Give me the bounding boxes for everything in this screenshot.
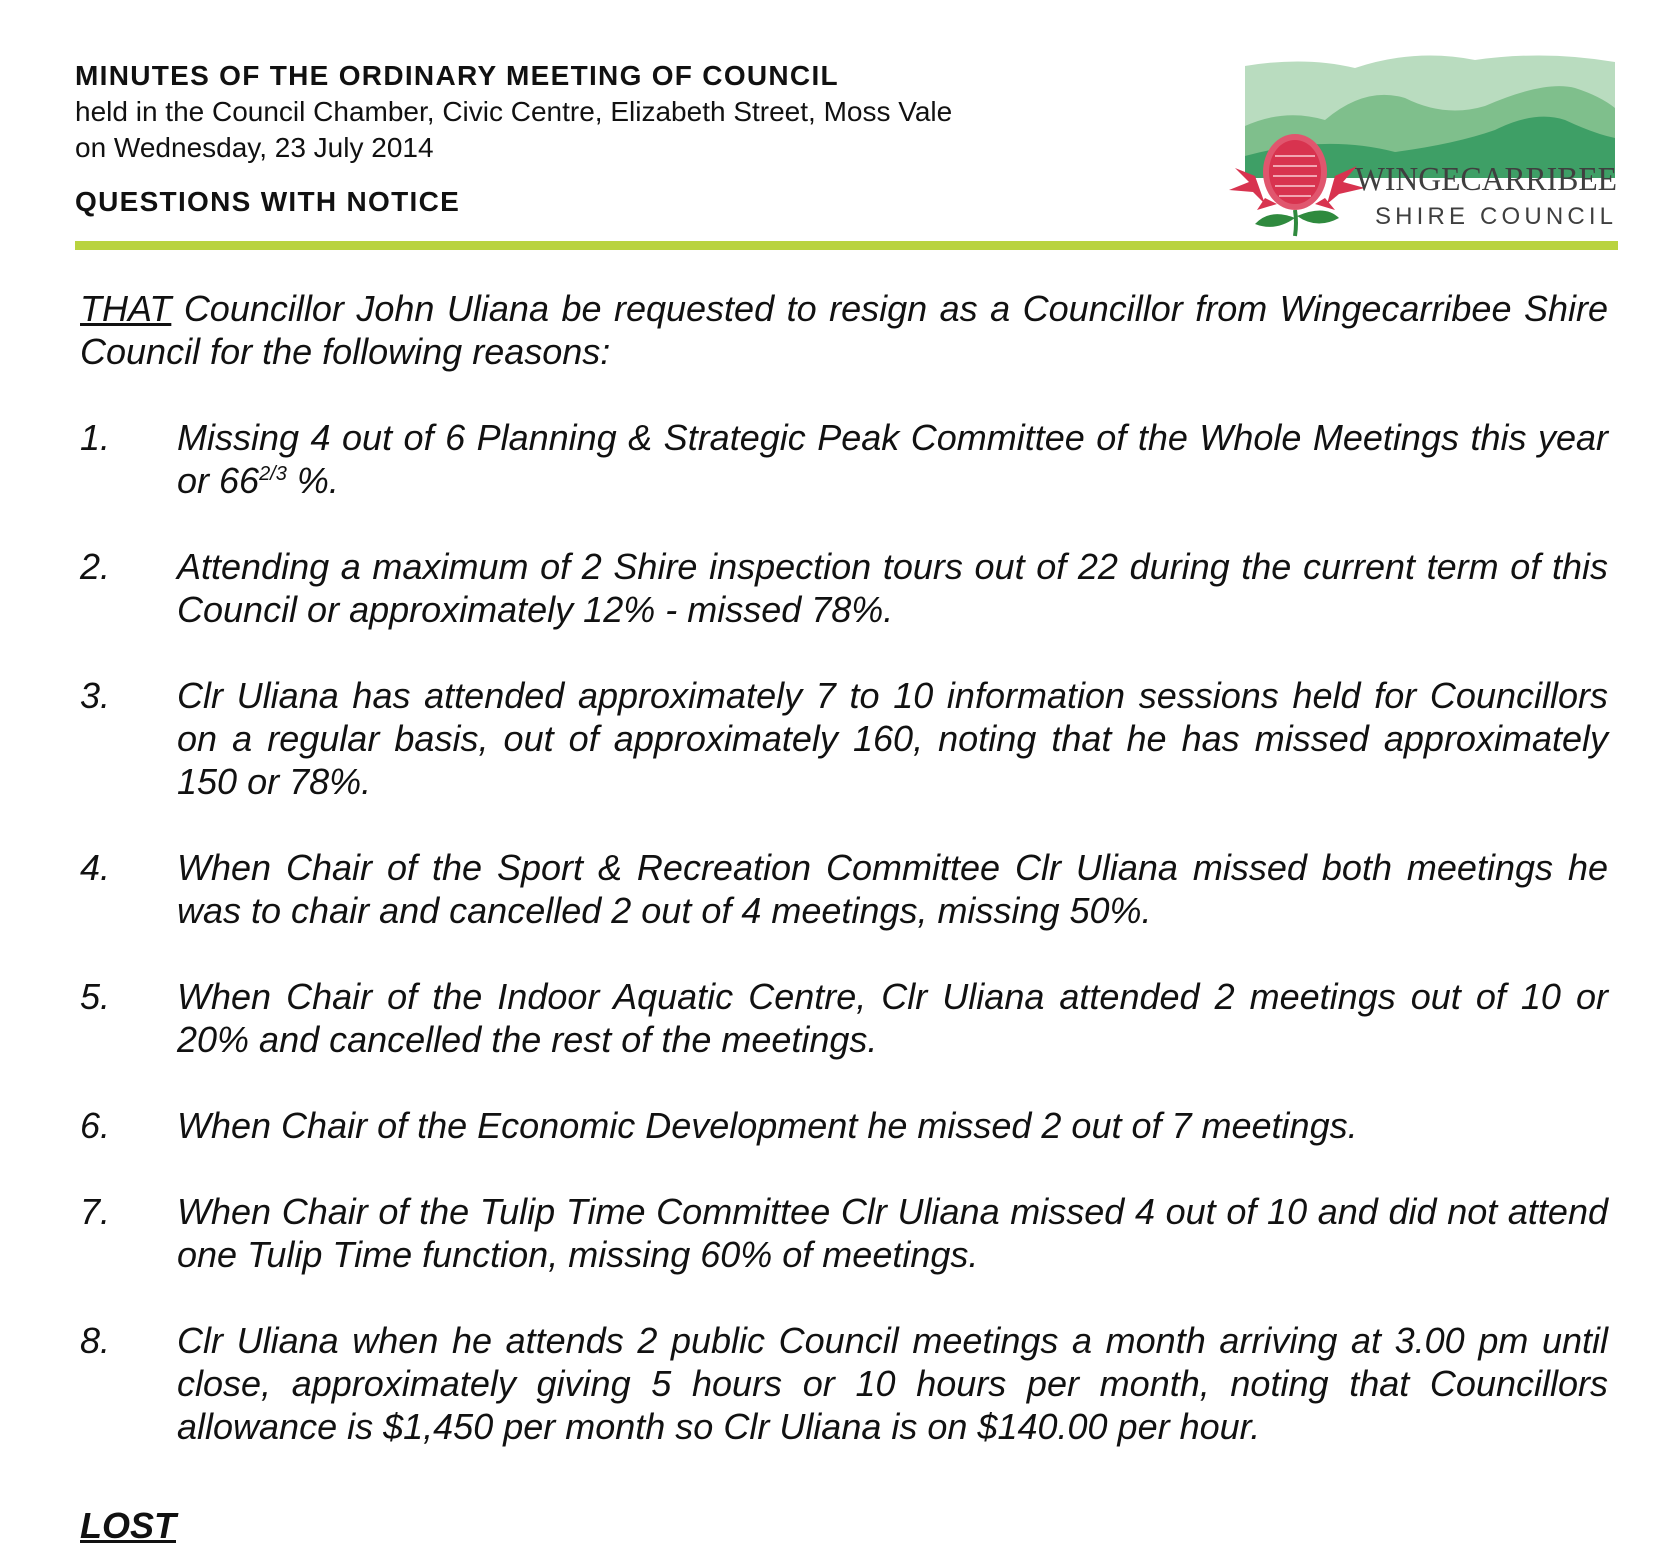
- reason-number: 8.: [80, 1320, 111, 1361]
- reason-item: [80, 416, 1608, 502]
- council-logo: [1215, 48, 1620, 238]
- logo-name-line1: WINGECARRIBEE: [1355, 161, 1617, 198]
- motion-text: Councillor John Uliana be requested to resign as a Councillor from Wingecarribee Shire Council for the following reasons:: [80, 288, 1608, 372]
- motion-body: [80, 287, 1608, 1448]
- reason-number: 7.: [80, 1191, 111, 1232]
- document-header: [75, 58, 1115, 248]
- reason-number: 3.: [80, 675, 111, 716]
- fraction-superscript: 2/3: [259, 463, 287, 485]
- reason-text: When Chair of the Sport & Recreation Committee Clr Uliana missed both meetings he was to chair and cancelled 2 out of 4 meetings, missing 50%.: [177, 847, 1608, 931]
- reason-text: Clr Uliana when he attends 2 public Council meetings a month arriving at 3.00 pm until close, approximately giving 5 hours or 10 hours per month, noting that Councillors allowance is $1,450 per month so Clr Uliana is on $140.00 per hour.: [177, 1320, 1608, 1447]
- reason-text: When Chair of the Tulip Time Committee Clr Uliana missed 4 out of 10 and did not attend one Tulip Time function, missing 60% of meetings.: [177, 1191, 1608, 1275]
- section-title: QUESTIONS WITH NOTICE: [75, 186, 461, 217]
- motion-result: LOST: [80, 1505, 176, 1546]
- reason-text: When Chair of the Economic Development he missed 2 out of 7 meetings.: [177, 1105, 1358, 1146]
- reason-item: [80, 846, 1608, 932]
- header-divider: [75, 241, 1618, 250]
- reason-text: Missing 4 out of 6 Planning & Strategic Peak Committee of the Whole Meetings this year or $66^{2/3}$ %.: [177, 417, 1608, 501]
- reason-text: Attending a maximum of 2 Shire inspection tours out of 22 during the current term of this Council or approximately 12% - missed 78%.: [177, 546, 1608, 630]
- reason-item: [80, 674, 1608, 803]
- reason-text: Clr Uliana has attended approximately 7 to 10 information sessions held for Councillors on a regular basis, out of approximately 160, noting that he has missed approximately 150 or 78%.: [177, 675, 1608, 802]
- reason-number: 1.: [80, 417, 111, 458]
- reason-item: [80, 1190, 1608, 1276]
- reason-number: 4.: [80, 847, 111, 888]
- meeting-location: held in the Council Chamber, Civic Centre, Elizabeth Street, Moss Vale: [75, 96, 953, 127]
- reason-text: When Chair of the Indoor Aquatic Centre, Clr Uliana attended 2 meetings out of 10 or 20% and cancelled the rest of the meetings.: [177, 976, 1608, 1060]
- reason-number: 2.: [80, 546, 111, 587]
- motion-intro: [80, 287, 1608, 373]
- reason-item: [80, 545, 1608, 631]
- motion-lead: THAT: [80, 288, 172, 329]
- reason-item: [80, 975, 1608, 1061]
- logo-name-line2: SHIRE COUNCIL: [1375, 203, 1615, 230]
- reason-item: [80, 1104, 1608, 1147]
- meeting-date: on Wednesday, 23 July 2014: [75, 132, 434, 163]
- reason-number: 6.: [80, 1105, 111, 1146]
- reason-number: 5.: [80, 976, 111, 1017]
- reason-item: [80, 1319, 1608, 1448]
- minutes-title: MINUTES OF THE ORDINARY MEETING OF COUNCIL: [75, 60, 839, 91]
